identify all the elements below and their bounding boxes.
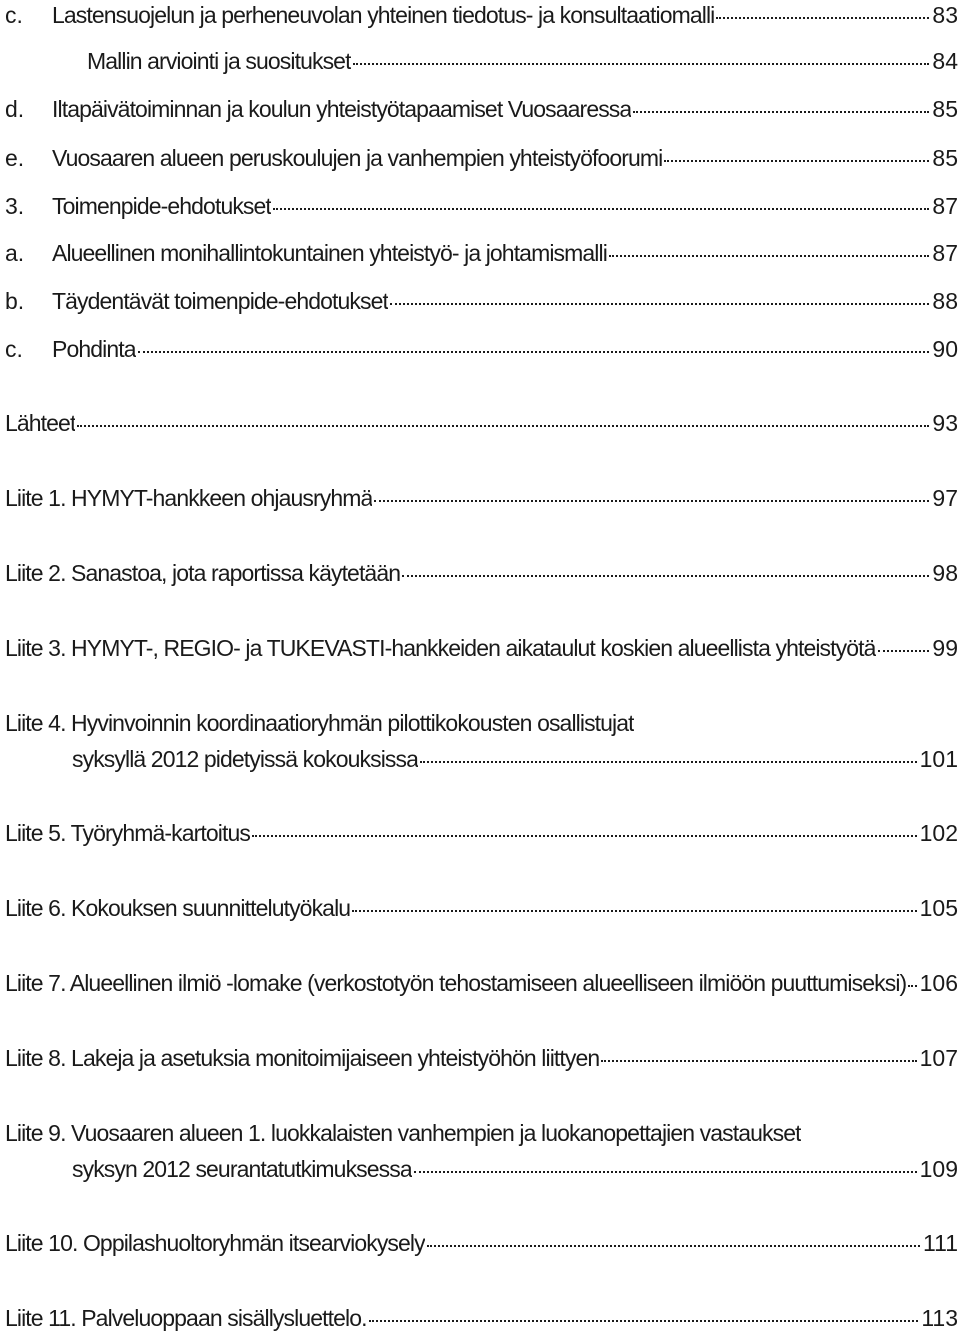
dot-leader bbox=[353, 60, 930, 65]
toc-page-number: 105 bbox=[919, 895, 958, 921]
dot-leader bbox=[414, 1168, 917, 1173]
toc-entry-number: d. bbox=[5, 96, 25, 122]
dot-leader bbox=[609, 252, 929, 257]
toc-entry[interactable] bbox=[0, 710, 960, 772]
toc-entry[interactable] bbox=[0, 1120, 960, 1182]
toc-page-number: 98 bbox=[932, 560, 958, 586]
toc-page-number: 85 bbox=[932, 96, 958, 122]
dot-leader bbox=[427, 1242, 920, 1247]
toc-entry-title: Alueellinen monihallintokuntainen yhteistyö- ja johtamismalli bbox=[52, 240, 607, 266]
toc-entry-title: Lähteet bbox=[5, 410, 76, 436]
toc-entry-title: Mallin arviointi ja suositukset bbox=[87, 48, 351, 74]
toc-entry-title: Täydentävät toimenpide-ehdotukset bbox=[52, 288, 388, 314]
dot-leader bbox=[77, 422, 929, 427]
toc-entry[interactable] bbox=[0, 410, 960, 436]
toc-page-number: 97 bbox=[932, 485, 958, 511]
dot-leader bbox=[716, 14, 929, 19]
toc-page-number: 90 bbox=[932, 336, 958, 362]
toc-entry[interactable] bbox=[0, 1045, 960, 1071]
toc-entry[interactable] bbox=[0, 485, 960, 511]
dot-leader bbox=[273, 205, 929, 210]
toc-entry[interactable] bbox=[0, 635, 960, 661]
dot-leader bbox=[601, 1057, 916, 1062]
dot-leader bbox=[420, 758, 917, 763]
toc-page-number: 109 bbox=[919, 1156, 958, 1182]
toc-entry-title: Liite 2. Sanastoa, jota raportissa käytetään bbox=[5, 560, 401, 586]
dot-leader bbox=[633, 108, 929, 113]
dot-leader bbox=[908, 982, 916, 987]
toc-page-number: 101 bbox=[919, 746, 958, 772]
dot-leader bbox=[352, 907, 916, 912]
toc-entry-title-continuation: syksyn 2012 seurantatutkimuksessa bbox=[72, 1156, 412, 1182]
toc-page-number: 83 bbox=[932, 2, 958, 28]
toc-page-number: 93 bbox=[932, 410, 958, 436]
toc-entry-title: Liite 6. Kokouksen suunnittelutyökalu bbox=[5, 895, 351, 921]
toc-page-number: 113 bbox=[921, 1305, 958, 1331]
toc-entry-title: Vuosaaren alueen peruskoulujen ja vanhempien yhteistyöfoorumi bbox=[52, 145, 663, 171]
toc-entry[interactable] bbox=[0, 288, 960, 314]
dot-leader bbox=[390, 300, 929, 305]
toc-entry-title: Toimenpide-ehdotukset bbox=[52, 193, 271, 219]
toc-page-number: 85 bbox=[932, 145, 958, 171]
toc-entry-title: Liite 8. Lakeja ja asetuksia monitoimijaiseen yhteistyöhön liittyen bbox=[5, 1045, 600, 1071]
toc-entry-number: 3. bbox=[5, 193, 25, 219]
toc-entry-title: Lastensuojelun ja perheneuvolan yhteinen tiedotus- ja konsultaatiomalli bbox=[52, 2, 715, 28]
toc-entry-number: c. bbox=[5, 336, 23, 362]
toc-entry[interactable] bbox=[0, 193, 960, 219]
toc-entry-title: Liite 7. Alueellinen ilmiö -lomake (verkostotyön tehostamiseen alueelliseen ilmiöön puuttumiseksi) bbox=[5, 970, 907, 996]
toc-entry-title: Liite 11. Palveluoppaan sisällysluettelo. bbox=[5, 1305, 367, 1331]
toc-page-number: 99 bbox=[932, 635, 958, 661]
dot-leader bbox=[402, 572, 929, 577]
toc-entry-title: Liite 1. HYMYT-hankkeen ohjausryhmä bbox=[5, 485, 373, 511]
dot-leader bbox=[369, 1317, 919, 1322]
toc-page-number: 88 bbox=[932, 288, 958, 314]
toc-entry[interactable] bbox=[0, 820, 960, 846]
toc-entry[interactable] bbox=[0, 145, 960, 171]
toc-entry-title: Iltapäivätoiminnan ja koulun yhteistyötapaamiset Vuosaaressa bbox=[52, 96, 632, 122]
toc-entry-title-continuation: syksyllä 2012 pidetyissä kokouksissa bbox=[72, 746, 418, 772]
toc-entry[interactable] bbox=[0, 560, 960, 586]
toc-entry[interactable] bbox=[0, 48, 960, 74]
toc-entry-title: Liite 4. Hyvinvoinnin koordinaatioryhmän pilottikokousten osallistujat bbox=[5, 710, 634, 736]
toc-entry-title: Pohdinta bbox=[52, 336, 136, 362]
toc-entry-title: Liite 10. Oppilashuoltoryhmän itsearviokysely bbox=[5, 1230, 425, 1256]
dot-leader bbox=[138, 348, 930, 353]
toc-page-number: 106 bbox=[919, 970, 958, 996]
toc-entry[interactable] bbox=[0, 1230, 960, 1256]
dot-leader bbox=[664, 157, 929, 162]
toc-page-number: 84 bbox=[932, 48, 958, 74]
toc-entry[interactable] bbox=[0, 96, 960, 122]
toc-entry-number: e. bbox=[5, 145, 25, 171]
toc-entry[interactable] bbox=[0, 1305, 960, 1331]
toc-page-number: 87 bbox=[932, 240, 958, 266]
toc-entry-title: Liite 9. Vuosaaren alueen 1. luokkalaisten vanhempien ja luokanopettajien vastaukset bbox=[5, 1120, 801, 1146]
toc-entry[interactable] bbox=[0, 2, 960, 28]
toc-page-number: 87 bbox=[932, 193, 958, 219]
dot-leader bbox=[252, 832, 917, 837]
toc-entry-number: b. bbox=[5, 288, 25, 314]
toc-entry[interactable] bbox=[0, 970, 960, 996]
toc-entry[interactable] bbox=[0, 240, 960, 266]
toc-entry[interactable] bbox=[0, 895, 960, 921]
toc-page-number: 107 bbox=[919, 1045, 958, 1071]
dot-leader bbox=[878, 647, 930, 652]
toc-page-number: 102 bbox=[919, 820, 958, 846]
toc-entry[interactable] bbox=[0, 336, 960, 362]
dot-leader bbox=[374, 497, 929, 502]
toc-entry-number: a. bbox=[5, 240, 25, 266]
toc-page-number: 111 bbox=[923, 1230, 958, 1256]
toc-entry-title: Liite 3. HYMYT-, REGIO- ja TUKEVASTI-hankkeiden aikataulut koskien alueellista yhteistyötä bbox=[5, 635, 876, 661]
toc-entry-number: c. bbox=[5, 2, 23, 28]
toc-entry-title: Liite 5. Työryhmä-kartoitus bbox=[5, 820, 250, 846]
